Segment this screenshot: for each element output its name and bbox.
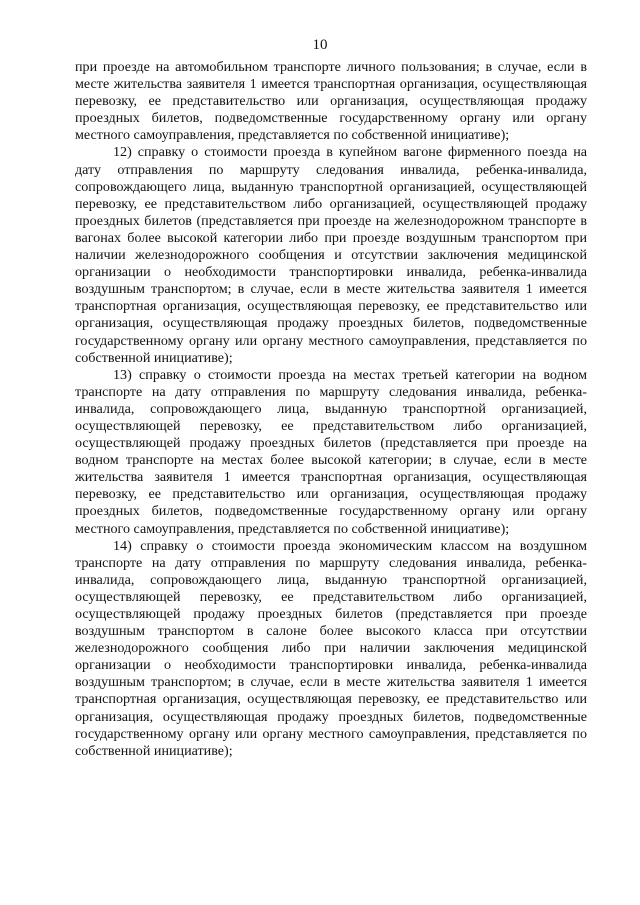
paragraph-item-13: 13) справку о стоимости проезда на местах третьей категории на водном транспорте на дату отправления по маршруту следования инвалида, ребенка-инвалида, сопровождающего лица, выданную транспортной организацией, осуществляющей перевозку, ее представительством либо организацией, осуществляющей продажу проездных билетов (представляется при проезде на водном транспорте на местах более высокой категории; в случае, если в месте жительства заявителя 1 имеется транспортная организация, осуществляющая перевозку, ее представительство или организация, осуществляющая продажу проездных билетов, подведомственные государственному органу или органу местного самоуправления, представляется по собственной инициативе);: [75, 366, 587, 537]
paragraph-item-12: 12) справку о стоимости проезда в купейном вагоне фирменного поезда на дату отправления по маршруту следования инвалида, ребенка-инвалида, сопровождающего лица, выданную транспортной организацией, осуществляющей перевозку, ее представительством либо организацией, осуществляющей продажу проездных билетов (представляется при проезде на железнодорожном транспорте в вагонах более высокой категории либо при проезде воздушным транспортом при наличии железнодорожного сообщения и отсутствии заключения медицинской организации о необходимости транспортировки инвалида, ребенка-инвалида воздушным транспортом; в случае, если в месте жительства заявителя 1 имеется транспортная организация, осуществляющая перевозку, ее представительство или организация, осуществляющая продажу проездных билетов, подведомственные государственному органу или органу местного самоуправления, представляется по собственной инициативе);: [75, 144, 587, 366]
paragraph-continuation: при проезде на автомобильном транспорте личного пользования; в случае, если в месте жительства заявителя 1 имеется транспортная организация, осуществляющая перевозку, ее представительство или организация, осуществляющая продажу проездных билетов, подведомственные государственному органу или органу местного самоуправления, представляется по собственной инициативе);: [75, 59, 587, 144]
paragraph-item-14: 14) справку о стоимости проезда экономическим классом на воздушном транспорте на дату отправления по маршруту следования инвалида, ребенка-инвалида, сопровождающего лица, выданную транспортной организацией, осуществляющей перевозку, ее представительством либо организацией, осуществляющей продажу проездных билетов (представляется при проезде воздушным транспортом в салоне более высокого класса при отсутствии железнодорожного сообщения либо при наличии заключения медицинской организации о необходимости транспортировки инвалида, ребенка-инвалида воздушным транспортом; в случае, если в месте жительства заявителя 1 имеется транспортная организация, осуществляющая перевозку, ее представительство или организация, осуществляющая продажу проездных билетов, подведомственные государственному органу или органу местного самоуправления, представляется по собственной инициативе);: [75, 537, 587, 759]
page-number: 10: [312, 37, 328, 53]
document-body: [75, 59, 587, 760]
